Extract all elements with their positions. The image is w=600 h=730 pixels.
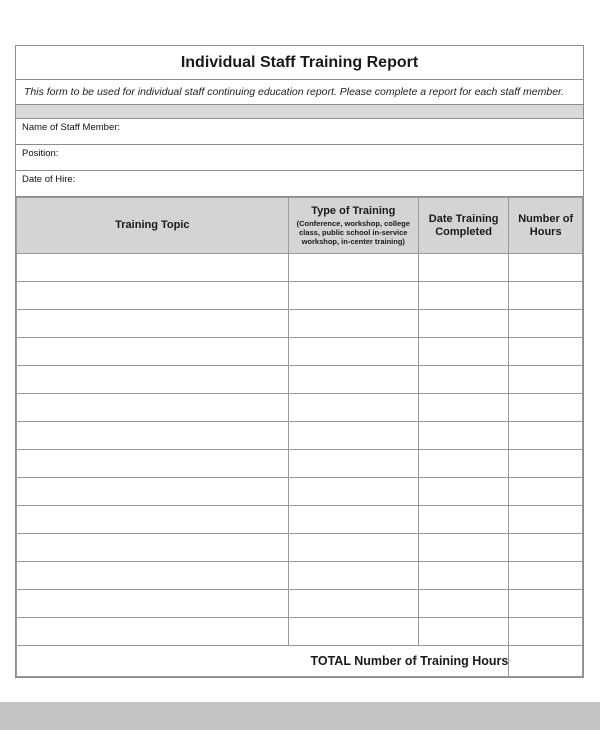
instruction-text: This form to be used for individual staff continuing education report. Please complete a report for each staff member.	[16, 80, 583, 105]
cell-date-completed	[418, 282, 509, 310]
cell-number-of-hours	[509, 422, 583, 450]
header-type-of-training	[288, 198, 418, 254]
cell-type-of-training	[288, 450, 418, 478]
header-number-of-hours-label: Number of Hours	[518, 212, 574, 238]
cell-date-completed	[418, 338, 509, 366]
cell-number-of-hours	[509, 590, 583, 618]
table-row	[17, 254, 583, 282]
table-row	[17, 618, 583, 646]
cell-type-of-training	[288, 506, 418, 534]
cell-number-of-hours	[509, 478, 583, 506]
table-row	[17, 590, 583, 618]
cell-date-completed	[418, 618, 509, 646]
cell-type-of-training	[288, 310, 418, 338]
table-row	[17, 450, 583, 478]
field-label-date-of-hire: Date of Hire:	[22, 174, 76, 185]
cell-number-of-hours	[509, 394, 583, 422]
cell-date-completed	[418, 394, 509, 422]
spacer-band	[16, 105, 583, 119]
cell-training-topic	[17, 394, 289, 422]
header-training-topic	[17, 198, 289, 254]
table-header-row	[17, 198, 583, 254]
form-title: Individual Staff Training Report	[16, 46, 583, 80]
training-table	[16, 197, 583, 677]
cell-type-of-training	[288, 394, 418, 422]
cell-date-completed	[418, 310, 509, 338]
cell-type-of-training	[288, 562, 418, 590]
header-training-topic-label: Training Topic	[115, 219, 190, 232]
cell-number-of-hours	[509, 338, 583, 366]
cell-training-topic	[17, 282, 289, 310]
cell-date-completed	[418, 506, 509, 534]
cell-training-topic	[17, 422, 289, 450]
cell-number-of-hours	[509, 282, 583, 310]
training-report-form	[15, 45, 584, 678]
table-row	[17, 478, 583, 506]
field-name-of-staff-member	[16, 119, 583, 145]
cell-type-of-training	[288, 282, 418, 310]
cell-type-of-training	[288, 366, 418, 394]
cell-training-topic	[17, 338, 289, 366]
bottom-strip	[0, 702, 600, 730]
table-row	[17, 310, 583, 338]
cell-date-completed	[418, 254, 509, 282]
total-hours-cell	[509, 646, 583, 677]
cell-date-completed	[418, 422, 509, 450]
field-label-name-of-staff-member: Name of Staff Member:	[22, 122, 121, 133]
table-row	[17, 562, 583, 590]
cell-type-of-training	[288, 422, 418, 450]
cell-number-of-hours	[509, 450, 583, 478]
total-row	[17, 646, 583, 677]
cell-type-of-training	[288, 618, 418, 646]
cell-date-completed	[418, 590, 509, 618]
cell-date-completed	[418, 478, 509, 506]
cell-number-of-hours	[509, 310, 583, 338]
cell-number-of-hours	[509, 534, 583, 562]
header-type-of-training-subtext: (Conference, workshop, college class, public school in-service workshop, in-center training)	[296, 219, 410, 247]
field-position	[16, 145, 583, 171]
table-row	[17, 534, 583, 562]
header-type-of-training-label: Type of Training	[311, 204, 396, 217]
header-date-training-completed-label: Date Training Completed	[428, 212, 499, 238]
table-row	[17, 394, 583, 422]
header-number-of-hours	[509, 198, 583, 254]
cell-training-topic	[17, 254, 289, 282]
cell-type-of-training	[288, 254, 418, 282]
cell-date-completed	[418, 562, 509, 590]
table-row	[17, 506, 583, 534]
table-row	[17, 366, 583, 394]
cell-date-completed	[418, 450, 509, 478]
field-label-position: Position:	[22, 148, 59, 159]
cell-training-topic	[17, 478, 289, 506]
cell-training-topic	[17, 366, 289, 394]
cell-training-topic	[17, 506, 289, 534]
cell-number-of-hours	[509, 618, 583, 646]
cell-training-topic	[17, 534, 289, 562]
cell-number-of-hours	[509, 254, 583, 282]
table-body	[17, 254, 583, 646]
cell-number-of-hours	[509, 506, 583, 534]
cell-date-completed	[418, 534, 509, 562]
table-row	[17, 282, 583, 310]
field-date-of-hire	[16, 171, 583, 197]
cell-type-of-training	[288, 338, 418, 366]
cell-training-topic	[17, 450, 289, 478]
cell-type-of-training	[288, 534, 418, 562]
table-row	[17, 338, 583, 366]
cell-type-of-training	[288, 590, 418, 618]
cell-training-topic	[17, 310, 289, 338]
cell-training-topic	[17, 618, 289, 646]
cell-training-topic	[17, 590, 289, 618]
cell-date-completed	[418, 366, 509, 394]
cell-type-of-training	[288, 478, 418, 506]
total-label: TOTAL Number of Training Hours	[17, 646, 509, 677]
cell-number-of-hours	[509, 562, 583, 590]
cell-number-of-hours	[509, 366, 583, 394]
cell-training-topic	[17, 562, 289, 590]
header-date-training-completed	[418, 198, 509, 254]
table-row	[17, 422, 583, 450]
